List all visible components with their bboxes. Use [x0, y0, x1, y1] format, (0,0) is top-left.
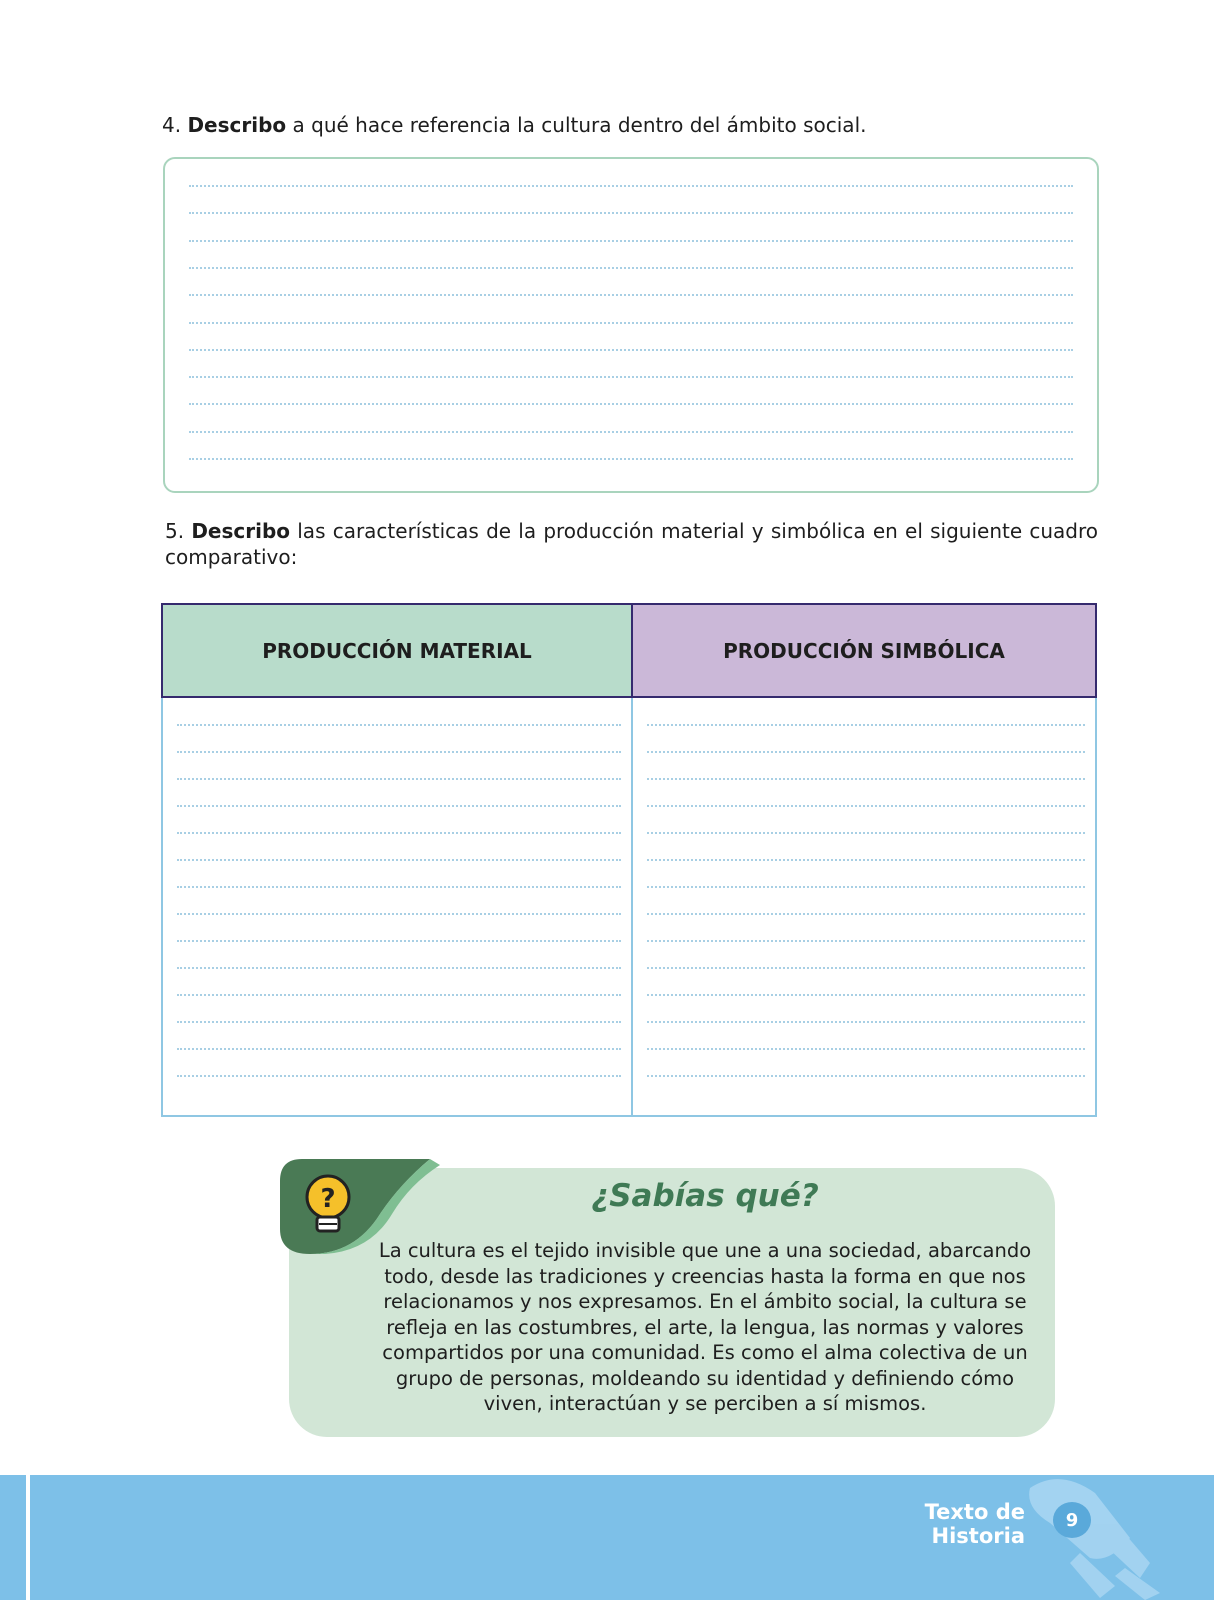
writing-line — [647, 751, 1085, 753]
writing-line — [177, 940, 621, 942]
writing-line — [189, 212, 1073, 214]
writing-line — [189, 240, 1073, 242]
question-5-text: las características de la producción material y simbólica en el siguiente cuadro comparativo: — [165, 519, 1099, 569]
writing-line — [189, 376, 1073, 378]
rocket-icon — [1020, 1468, 1170, 1600]
writing-line — [177, 1075, 621, 1077]
question-5-verb: Describo — [191, 519, 291, 543]
writing-line — [189, 403, 1073, 405]
page-number-badge: 9 — [1053, 1502, 1091, 1538]
writing-line — [177, 1021, 621, 1023]
writing-line — [647, 805, 1085, 807]
svg-text:?: ? — [320, 1184, 336, 1214]
writing-line — [647, 1075, 1085, 1077]
column-produccion-simbolica[interactable] — [631, 698, 1097, 1117]
question-4-text: a qué hace referencia la cultura dentro del ámbito social. — [286, 113, 867, 137]
writing-line — [647, 832, 1085, 834]
writing-line — [177, 967, 621, 969]
writing-line — [647, 1048, 1085, 1050]
footer-book-title: Texto de Historia — [924, 1500, 1025, 1548]
writing-line — [189, 431, 1073, 433]
question-5 — [165, 518, 1098, 570]
writing-line — [189, 294, 1073, 296]
writing-line — [647, 778, 1085, 780]
header-produccion-material: PRODUCCIÓN MATERIAL — [161, 603, 633, 698]
writing-line — [647, 967, 1085, 969]
writing-line — [177, 994, 621, 996]
writing-line — [177, 724, 621, 726]
writing-line — [647, 940, 1085, 942]
question-4-verb: Describo — [187, 113, 287, 137]
writing-line — [189, 349, 1073, 351]
footer-divider — [26, 1475, 30, 1600]
column-produccion-material[interactable] — [161, 698, 633, 1117]
writing-line — [177, 913, 621, 915]
question-4-number: 4. — [162, 113, 182, 137]
writing-line — [647, 913, 1085, 915]
sabias-que-title: ¿Sabías qué? — [591, 1178, 819, 1214]
writing-line — [647, 994, 1085, 996]
writing-line — [189, 267, 1073, 269]
writing-line — [177, 859, 621, 861]
writing-line — [177, 886, 621, 888]
sabias-que-text: La cultura es el tejido invisible que une a una sociedad, abarcando todo, desde las tradiciones y creencias hasta la forma en que nos relacionamos y nos expresamos. En el ámbito social, la cultura se refleja en las costumbres, el arte, la lengua, las normas y valores compartidos por una comunidad. Es como el alma colectiva de un grupo de personas, moldeando su identidad y definiendo cómo viven, interactúan y se perciben a sí mismos. — [378, 1239, 1032, 1415]
writing-line — [177, 832, 621, 834]
writing-line — [647, 886, 1085, 888]
writing-line — [177, 778, 621, 780]
writing-line — [647, 859, 1085, 861]
writing-line — [177, 805, 621, 807]
header-produccion-simbolica: PRODUCCIÓN SIMBÓLICA — [631, 603, 1097, 698]
writing-line — [647, 1021, 1085, 1023]
writing-line — [177, 751, 621, 753]
question-4 — [162, 112, 1082, 138]
writing-line — [189, 458, 1073, 460]
comparison-table — [161, 603, 1097, 1117]
writing-line — [189, 322, 1073, 324]
writing-line — [177, 1048, 621, 1050]
answer-box-question-4[interactable] — [163, 157, 1099, 493]
question-5-number: 5. — [165, 519, 185, 543]
writing-line — [189, 185, 1073, 187]
writing-line — [647, 724, 1085, 726]
